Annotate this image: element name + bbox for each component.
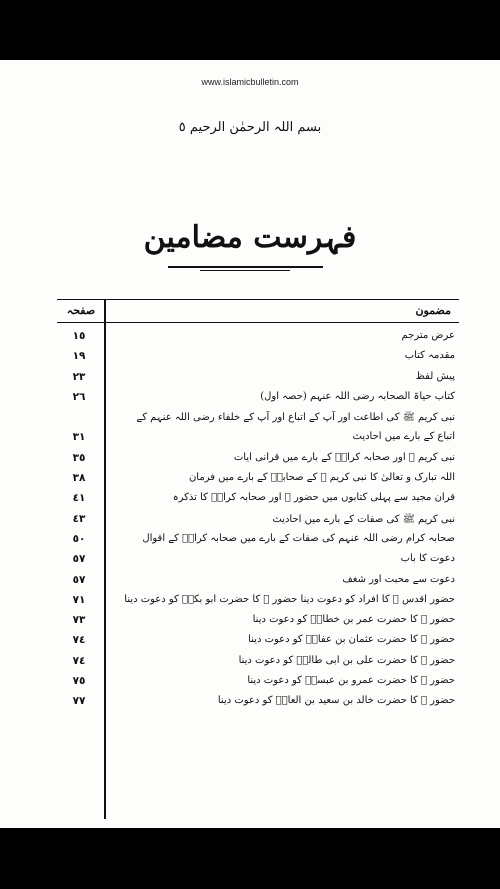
table-row (57, 672, 459, 692)
table-row (57, 510, 459, 530)
table-row (57, 449, 459, 469)
toc-header-row (57, 299, 459, 323)
toc-entry-page: ٢٦ (72, 390, 86, 403)
toc-entry-page: ٣٥ (72, 451, 86, 464)
toc-entry-page: ١٥ (72, 330, 86, 342)
toc-entry-page: ٥٠ (72, 532, 86, 545)
title-underline-secondary (200, 270, 290, 271)
toc-entry-title: نبی کریم ﷺ کی صفات کے بارے میں احادیث (272, 513, 455, 525)
toc-entry-page: ٧٣ (72, 614, 86, 627)
table-row (57, 388, 459, 408)
source-url: www.islamicbulletin.com (201, 77, 299, 87)
toc-header-title: مضمون (415, 304, 451, 317)
toc-entry-title: دعوت کا باب (400, 553, 455, 565)
table-row (57, 327, 459, 347)
toc-entry-page: ٧٧ (72, 695, 86, 708)
toc-entry-page: ٤٣ (72, 512, 86, 525)
table-row (57, 550, 459, 570)
title-underline (168, 266, 323, 268)
table-row (57, 571, 459, 591)
table-row (57, 631, 459, 651)
table-row (57, 591, 459, 611)
table-row (57, 530, 459, 550)
toc-entry-page: ٣١ (72, 431, 86, 444)
table-row (57, 347, 459, 367)
toc-entry-title: صحابہ کرام رضی اللہ عنہم کی صفات کے بارے میں صحابہ کرامؓ کے اقوال (142, 532, 455, 544)
toc-entry-title: کتاب حیاۃ الصحابہ رضی اللہ عنہم (حصہ اول) (260, 390, 455, 402)
toc-table (57, 299, 459, 713)
toc-entry-page: ٣٨ (72, 472, 86, 485)
page-title: فہرست مضامین (143, 220, 357, 255)
toc-entry-title: حضور ﷺ کا حضرت خالد بن سعید بن العاصؓ کو دعوت دینا (217, 695, 455, 707)
toc-entry-title: اللہ تبارک و تعالیٰ کا نبی کریم ﷺ کے صحابہؓ کے بارے میں فرمان (188, 472, 455, 484)
toc-entry-page: ٥٧ (72, 573, 86, 586)
toc-entry-title: دعوت سے محبت اور شغف (342, 573, 455, 585)
toc-entry-page: ٧٤ (72, 654, 86, 667)
toc-entry-page: ٧٥ (72, 675, 86, 688)
toc-header-page: صفحہ (66, 304, 96, 317)
table-row (57, 652, 459, 672)
toc-rows (57, 327, 459, 713)
toc-entry-title: پیش لفظ (415, 370, 455, 382)
toc-entry-title: حضور اقدس ﷺ کا افراد کو دعوت دینا حضور ﷺ کا حضرت ابو بکرؓ کو دعوت دینا (124, 593, 455, 605)
table-row (57, 692, 459, 712)
toc-entry-title: حضور ﷺ کا حضرت علی بن ابی طالبؓ کو دعوت دینا (238, 654, 455, 666)
toc-entry-title: نبی کریم ﷺ اور صحابہ کرامؓ کے بارے میں قرآنی آیات (233, 451, 455, 463)
table-row (57, 368, 459, 388)
toc-entry-page: ٥٧ (72, 553, 86, 566)
toc-entry-title: نبی کریم ﷺ کی اطاعت اور آپ کے اتباع اور آپ کے خلفاء رضی اللہ عنہم کے (136, 412, 455, 424)
toc-entry-title: حضور ﷺ کا حضرت عمر بن خطابؓ کو دعوت دینا (252, 614, 455, 626)
toc-entry-title: اتباع کے بارے میں احادیث (352, 431, 455, 443)
toc-entry-page: ٧٤ (72, 634, 86, 647)
table-row (57, 408, 459, 428)
table-row (57, 489, 459, 509)
toc-entry-page: ٧١ (72, 593, 86, 606)
toc-entry-title: قرآن مجید سے پہلی کتابوں میں حضور ﷺ اور صحابہ کرامؓ کا تذکرہ (172, 492, 455, 504)
toc-entry-title: حضور ﷺ کا حضرت عثمان بن عفانؓ کو دعوت دینا (248, 634, 455, 646)
table-row (57, 469, 459, 489)
toc-entry-title: حضور ﷺ کا حضرت عمرو بن عبسہؓ کو دعوت دینا (247, 675, 455, 687)
document-page (0, 60, 500, 828)
toc-entry-page: ٢٣ (72, 370, 86, 383)
toc-entry-title: مقدمہ کتاب (404, 350, 455, 362)
toc-entry-page: ١٩ (72, 350, 86, 363)
table-row (57, 428, 459, 448)
toc-entry-page: ٤١ (72, 492, 86, 505)
toc-entry-title: عرض مترجم (401, 330, 455, 341)
table-row (57, 611, 459, 631)
bismillah-heading: بسم اللہ الرحمٰن الرحیم ٥ (178, 120, 322, 135)
